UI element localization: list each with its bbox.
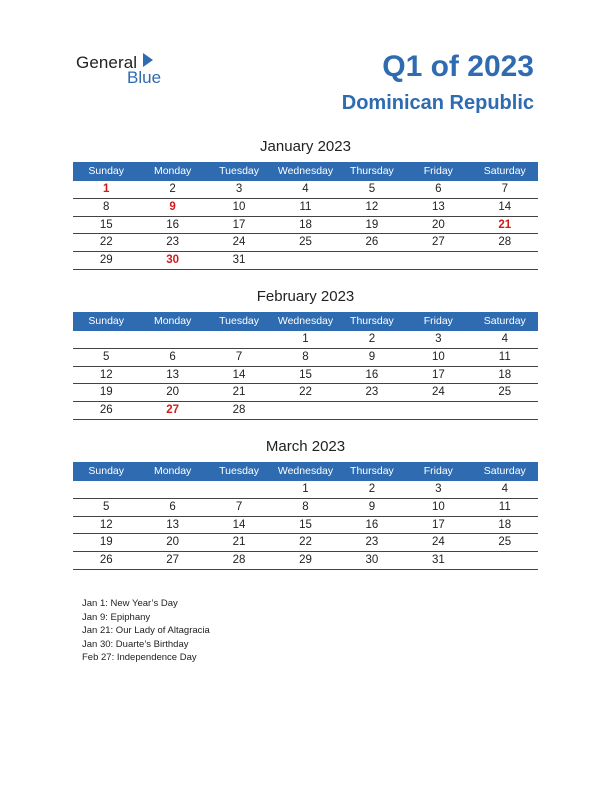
day-cell: 9 [169, 200, 176, 213]
day-cell: 19 [99, 386, 113, 399]
day-cell: 5 [368, 183, 376, 195]
week-row [73, 402, 538, 420]
day-cell: 3 [435, 333, 442, 345]
day-cell: 2 [368, 333, 376, 345]
day-cell: 25 [299, 236, 312, 249]
day-cell: 6 [435, 183, 442, 195]
day-cell: 30 [365, 554, 379, 567]
month-march [73, 437, 538, 570]
day-cell: 23 [365, 536, 379, 549]
day-cell: 7 [501, 183, 508, 195]
month-title: February 2023 [256, 288, 355, 305]
day-cell: 27 [166, 554, 180, 567]
day-cell: 29 [299, 554, 312, 567]
weekday-label: Sunday [88, 465, 125, 477]
weekday-label: Saturday [483, 315, 526, 327]
day-cell: 23 [166, 236, 180, 249]
day-cell: 16 [166, 218, 180, 231]
day-cell: 22 [299, 536, 312, 549]
week-row [73, 349, 538, 367]
day-cell: 14 [232, 368, 246, 381]
empty-day-cell [339, 402, 405, 419]
day-cell: 20 [166, 536, 180, 549]
day-cell: 20 [166, 386, 180, 399]
day-cell: 4 [302, 183, 309, 195]
day-cell: 6 [169, 350, 176, 363]
holiday-item: Feb 27: Independence Day [82, 652, 197, 663]
week-row [73, 234, 538, 252]
week-row [73, 331, 538, 349]
generalblue-logo [76, 53, 176, 87]
page-subtitle: Dominican Republic [341, 92, 534, 114]
flag-icon [143, 53, 153, 67]
weekday-label: Sunday [88, 315, 125, 327]
day-cell: 2 [169, 183, 176, 195]
day-cell: 5 [103, 350, 110, 363]
week-row [73, 199, 538, 217]
day-cell: 29 [99, 254, 113, 267]
day-cell: 8 [302, 500, 309, 513]
day-cell: 13 [431, 200, 445, 213]
month-title: January 2023 [260, 138, 351, 155]
month-title: March 2023 [265, 438, 346, 455]
logo-general-text: General [76, 53, 138, 72]
day-cell: 11 [498, 350, 511, 363]
empty-day-cell [472, 402, 538, 419]
day-cell: 28 [232, 404, 246, 417]
day-cell: 4 [501, 333, 508, 345]
empty-day-cell [339, 252, 405, 269]
day-cell: 24 [431, 536, 445, 549]
day-cell: 1 [302, 333, 309, 345]
day-cell: 3 [435, 483, 442, 495]
day-cell: 22 [99, 236, 113, 249]
empty-day-cell [73, 481, 139, 498]
day-cell: 1 [103, 183, 110, 195]
month-february [73, 287, 538, 420]
empty-day-cell [73, 331, 139, 348]
day-cell: 28 [232, 554, 246, 567]
week-row [73, 252, 538, 270]
holiday-item: Jan 9: Epiphany [82, 611, 151, 623]
month-january [73, 137, 538, 270]
day-cell: 19 [99, 536, 113, 549]
day-cell: 10 [431, 350, 445, 363]
holiday-item: Jan 21: Our Lady of Altagracia [82, 625, 210, 636]
day-cell: 18 [299, 218, 312, 231]
day-cell: 2 [368, 483, 376, 495]
day-cell: 28 [498, 236, 512, 249]
weekday-label: Monday [153, 165, 192, 177]
holiday-item: Jan 1: New Year’s Day [82, 598, 178, 609]
day-cell: 3 [235, 183, 243, 195]
day-cell: 20 [431, 218, 445, 231]
day-cell: 19 [365, 218, 379, 231]
empty-day-cell [139, 331, 205, 348]
weekday-header [73, 312, 538, 331]
empty-day-cell [139, 481, 205, 498]
day-cell: 16 [365, 518, 379, 531]
weekday-header [73, 162, 538, 181]
day-cell: 17 [431, 518, 445, 531]
day-cell: 7 [235, 500, 243, 513]
week-row [73, 481, 538, 499]
weekday-label: Friday [423, 315, 453, 327]
day-cell: 27 [166, 404, 180, 417]
day-cell: 30 [166, 254, 180, 267]
week-row [73, 181, 538, 199]
empty-day-cell [272, 402, 338, 419]
day-cell: 11 [498, 500, 511, 513]
week-row [73, 534, 538, 552]
day-cell: 26 [99, 554, 113, 567]
day-cell: 26 [365, 236, 379, 249]
weekday-label: Tuesday [219, 465, 259, 477]
day-cell: 17 [232, 218, 246, 231]
day-cell: 11 [299, 200, 312, 213]
week-row [73, 517, 538, 535]
day-cell: 9 [368, 500, 376, 513]
weekday-label: Wednesday [277, 165, 334, 177]
weekday-label: Saturday [483, 165, 526, 177]
weekday-label: Friday [423, 165, 453, 177]
day-cell: 21 [498, 218, 512, 231]
day-cell: 9 [368, 350, 376, 363]
weekday-header [73, 462, 538, 481]
empty-day-cell [472, 252, 538, 269]
page-title: Q1 of 2023 [382, 50, 534, 83]
day-cell: 14 [498, 200, 512, 213]
day-cell: 23 [365, 386, 379, 399]
week-row [73, 499, 538, 517]
day-cell: 21 [232, 536, 246, 549]
weekday-label: Monday [153, 465, 192, 477]
logo-blue-text: Blue [127, 68, 162, 87]
weekday-label: Friday [423, 465, 453, 477]
day-cell: 25 [498, 536, 512, 549]
day-cell: 15 [299, 368, 312, 381]
day-cell: 21 [232, 386, 246, 399]
day-cell: 24 [232, 236, 246, 249]
day-cell: 8 [103, 200, 110, 213]
day-cell: 31 [232, 254, 246, 267]
day-cell: 27 [431, 236, 445, 249]
weekday-label: Thursday [350, 465, 394, 477]
day-cell: 4 [501, 483, 508, 495]
week-row [73, 384, 538, 402]
weekday-label: Monday [153, 315, 192, 327]
day-cell: 16 [365, 368, 379, 381]
day-cell: 22 [299, 386, 312, 399]
week-row [73, 367, 538, 385]
weekday-label: Tuesday [219, 315, 259, 327]
day-cell: 15 [99, 218, 113, 231]
weekday-label: Thursday [350, 165, 394, 177]
empty-day-cell [472, 552, 538, 569]
day-cell: 14 [232, 518, 246, 531]
week-row [73, 217, 538, 235]
holiday-item: Jan 30: Duarte’s Birthday [82, 638, 189, 650]
day-cell: 18 [498, 518, 512, 531]
day-cell: 13 [166, 368, 180, 381]
week-row [73, 552, 538, 570]
day-cell: 31 [431, 554, 445, 567]
day-cell: 8 [302, 350, 309, 363]
day-cell: 12 [99, 368, 113, 381]
empty-day-cell [206, 481, 272, 498]
day-cell: 12 [365, 200, 379, 213]
empty-day-cell [206, 331, 272, 348]
day-cell: 13 [166, 518, 180, 531]
day-cell: 25 [498, 386, 512, 399]
day-cell: 10 [232, 200, 246, 213]
empty-day-cell [405, 252, 471, 269]
holiday-list [82, 597, 210, 665]
day-cell: 17 [431, 368, 445, 381]
day-cell: 18 [498, 368, 512, 381]
weekday-label: Thursday [350, 315, 394, 327]
weekday-label: Sunday [88, 165, 125, 177]
weekday-label: Wednesday [277, 465, 334, 477]
weekday-label: Wednesday [277, 315, 334, 327]
day-cell: 10 [431, 500, 445, 513]
day-cell: 24 [431, 386, 445, 399]
empty-day-cell [405, 402, 471, 419]
day-cell: 1 [302, 483, 309, 495]
day-cell: 26 [99, 404, 113, 417]
day-cell: 12 [99, 518, 113, 531]
day-cell: 5 [103, 500, 110, 513]
weekday-label: Saturday [483, 465, 526, 477]
day-cell: 7 [235, 350, 243, 363]
weekday-label: Tuesday [219, 165, 259, 177]
day-cell: 15 [299, 518, 312, 531]
empty-day-cell [272, 252, 338, 269]
day-cell: 6 [169, 500, 176, 513]
